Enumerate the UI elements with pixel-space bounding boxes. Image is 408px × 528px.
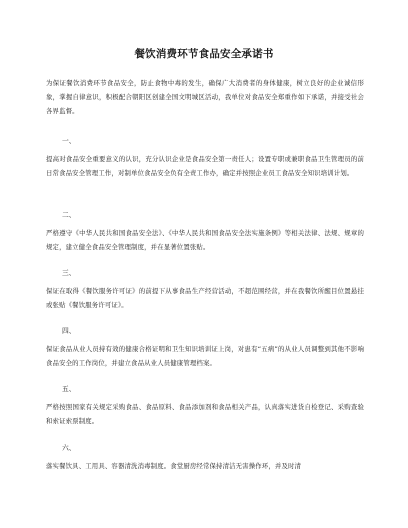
section-5-heading: 五、: [62, 385, 76, 393]
section-6-text: 落实餐饮具、工用具、容器清洗消毒制度。食堂厨房经常保持清洁无害操作环，并及时清: [46, 462, 302, 470]
section-2-text: 严格遵守《中华人民共和国食品安全法》、《中华人民共和国食品安全法实施条例》等相关法律、法规、规章的规定，建立健全食品安全管理制度，并在显著位置张贴。: [46, 229, 364, 251]
section-5-text: 严格按照国家有关规定采购食品、食品原料、食品添加剂和食品相关产品，认真落实进货自检登记、采购查验和索证索票制度。: [46, 403, 364, 425]
section-4-text: 保证食品从业人员持有效的健康合格证明和卫生知识培训证上岗，对患有“五病”的从业人员调整到其他不影响食品安全的工作岗位，并建立食品从业人员健康管理档案。: [46, 345, 364, 367]
section-6-heading: 六、: [62, 444, 76, 452]
section-1-text: 提高对食品安全重要意义的认识，充分认识企业是食品安全第一责任人；设置专职或兼职食品卫生管理员的前日常食品安全管理工作，对制单位食品安全负有全责工作办，确定并按照企业员工食品安全知识培训计划。: [46, 155, 364, 177]
section-2-heading: 二、: [62, 211, 76, 219]
intro-paragraph: 为保证餐饮消费环节食品安全，防止食物中毒的发生，确保广大消费者的身体健康，树立良好的企业诚信形象，掌握自律意识，积极配合朝阳区创建全国文明城区活动，我单位对食品安全郑重作如下承诺，并接受社会各界监督。: [46, 79, 364, 115]
section-4-heading: 四、: [62, 327, 76, 335]
section-3-heading: 三、: [62, 269, 76, 277]
document-title: 餐饮消费环节食品安全承诺书: [134, 48, 274, 60]
section-3-text: 保证在取得《餐饮服务许可证》的前提下从事食品生产经营活动，不超范围经营，并在我餐饮所醒目位置悬挂或张贴《餐饮服务许可证》。: [46, 287, 364, 309]
section-1-heading: 一、: [62, 137, 76, 145]
